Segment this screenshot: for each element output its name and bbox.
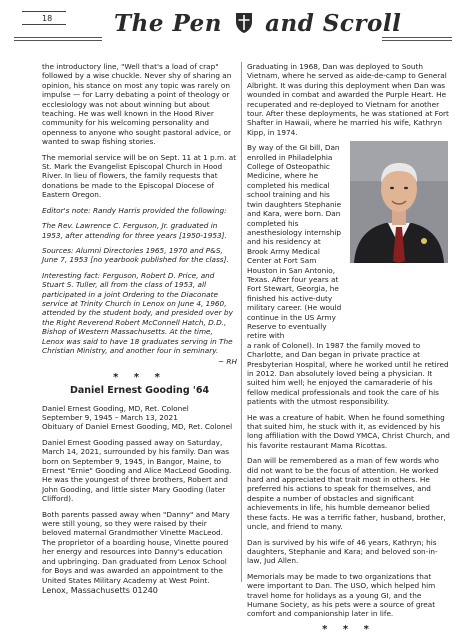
paragraph: Graduating in 1968, Dan was deployed to South Vietnam, where he served as aide-de-camp to General Albright. It was during this deployment when Dan was wounded in combat and awarded the Purple Heart. He recuperated and re-deployed to Vietnam for another tour. After these deployments, he was stationed at Fort Shafter in Hawaii, where he married his wife, Kathryn Kipp, in 1974. [247, 62, 449, 137]
sources-note: Sources: Alumni Directories 1965, 1970 and P&S, June 7, 1953 [no yearbook published for the class]. [42, 245, 229, 265]
masthead-rule-left-2 [14, 40, 102, 41]
page-number-box [22, 11, 66, 25]
paragraph: The Rev. Lawrence C. Ferguson, Jr. graduated in 1953, after attending for three years [1950-1953]. [42, 221, 227, 240]
section-separator: * * * [322, 623, 375, 635]
title-the: The [114, 10, 164, 37]
page-number: 18 [42, 14, 53, 23]
section-separator: * * * [113, 371, 166, 383]
masthead [14, 8, 452, 48]
paragraph: the introductory line, "Well that's a load of crap" followed by a wise chuckle. Never shy of sharing an opinion, his stance on most any topic was rarely on impulse — for Larry debating a point of theology or ecclesiology was not about winning but about teaching. He was well known in the Hood River community for his welcoming personality and openness to anyone who sought pastoral advice, or wanted to swap fishing stories. [42, 62, 232, 147]
paragraph: Daniel Ernest Gooding passed away on Saturday, March 14, 2021, surrounded by his family. Dan was born on September 9, 1945, in Bangor, Maine, to Ernest "Ernie" Gooding and Alice MacLeod Gooding. He was the youngest of three brothers, Robert and John Gooding, and little sister Mary Gooding (later Clifford). [42, 437, 232, 504]
newsletter-title [114, 9, 401, 39]
obituary-heading: Daniel Ernest Gooding '64 [69, 385, 210, 397]
masthead-rule-left [14, 37, 102, 38]
paragraph: Dan will be remembered as a man of few words who did not want to be the focus of attention. He worked hard and appreciated that trait most in others. He preferred his actions to speak for themselves, and despite a number of obstacles and significant achievements in life, his humble demeanor belied these facts. He was a terrific father, husband, brother, uncle, and friend to many. [247, 456, 446, 532]
photo-section [247, 143, 450, 341]
portrait-photo [350, 141, 448, 263]
obituary-dates: September 9, 1945 – March 13, 2021 [42, 413, 178, 422]
left-column [42, 62, 237, 591]
obituary-name: Daniel Ernest Gooding, MD, Ret. Colonel [42, 403, 189, 413]
editors-note: Editor's note: Randy Harris provided the following: [42, 205, 227, 215]
right-column [247, 62, 450, 638]
paragraph: Dan is survived by his wife of 46 years, Kathryn; his daughters, Stephanie and Kara; and beloved son-in-law, Jud Allen. [247, 537, 438, 566]
paragraph: By way of the GI bill, Dan enrolled in Philadelphia College of Osteopathic Medicine, where he completed his medical school training and his twin daughters Stephanie and Kara, were born. Dan completed his anesthesiology internship and his residency at Brook Army Medical Center at Fort Sam Houston in San Antonio, Texas. After four years at Fort Stewart, Georgia, he finished his active-duty military career. (He would continue in the US Army Reserve to eventually retire with [247, 143, 342, 341]
obituary-subtitle: Obituary of Daniel Ernest Gooding, MD, Ret. Colonel [42, 422, 233, 432]
paragraph: He was a creature of habit. When he found something that suited him, he stuck with it, as evidenced by his long affiliation with the Dowd YMCA, Christ Church, and his favorite restaurant Mama Ricottas. [247, 412, 450, 450]
interesting-fact: Interesting fact: Ferguson, Robert D. Price, and Stuart S. Tuller, all from the class of 1953, all participated in a joint Ordering to the Diaconate service at Trinity Church in Lenox on June 4, 1960, attended by the student body, and presided over by the Right Reverend Robert McConnell Hatch, D.D., Bishop of Western Massachusetts. At the time, Lenox was said to have 18 graduates serving in The Christian Ministry, and another four in seminary. [42, 270, 233, 355]
author-signature: ~ RH [218, 357, 237, 367]
paragraph: a rank of Colonel). In 1987 the family moved to Charlotte, and Dan began in private practice at Presbyterian Hospital, where he worked until he retired in 2012. Dan absolutely loved being a physician. It suited him well; he enjoyed the camaraderie of his fellow medical professionals and took the care of his patients with the utmost responsibility. [247, 340, 449, 407]
paragraph: The memorial service will be on Sept. 11 at 1 p.m. at St. Mark the Evangelist Episcopal Church in Hood River. In lieu of flowers, the family requests that donations be made to the Episcopal Diocese of Eastern Oregon. [42, 152, 237, 200]
title-and-scroll: and Scroll [265, 10, 402, 37]
paragraph: Both parents passed away when "Danny" and Mary were still young, so they were raised by their beloved maternal Grandmother Vinette MacLeod. The proprietor of a boarding house, Vinette poured her energy and resources into Danny's education and upbringing. Dan graduated from Lenox School for Boys and was awarded an appointment to the United States Military Academy at West Point. [42, 509, 230, 585]
column-divider [241, 62, 242, 582]
paragraph: Memorials may be made to two organizations that were important to Dan. The USO, which helped him travel home for holidays as a young GI, and the Humane Society, as his pets were a source of great comfort and companionship later in life. [247, 571, 436, 619]
masthead-rule-right [382, 37, 452, 38]
shield-crest-icon [235, 12, 253, 34]
title-pen: Pen [172, 10, 223, 37]
footer-location: Lenox, Massachusetts 01240 [42, 586, 158, 595]
masthead-rule-right-2 [382, 40, 452, 41]
obituary-header-block [42, 404, 237, 432]
